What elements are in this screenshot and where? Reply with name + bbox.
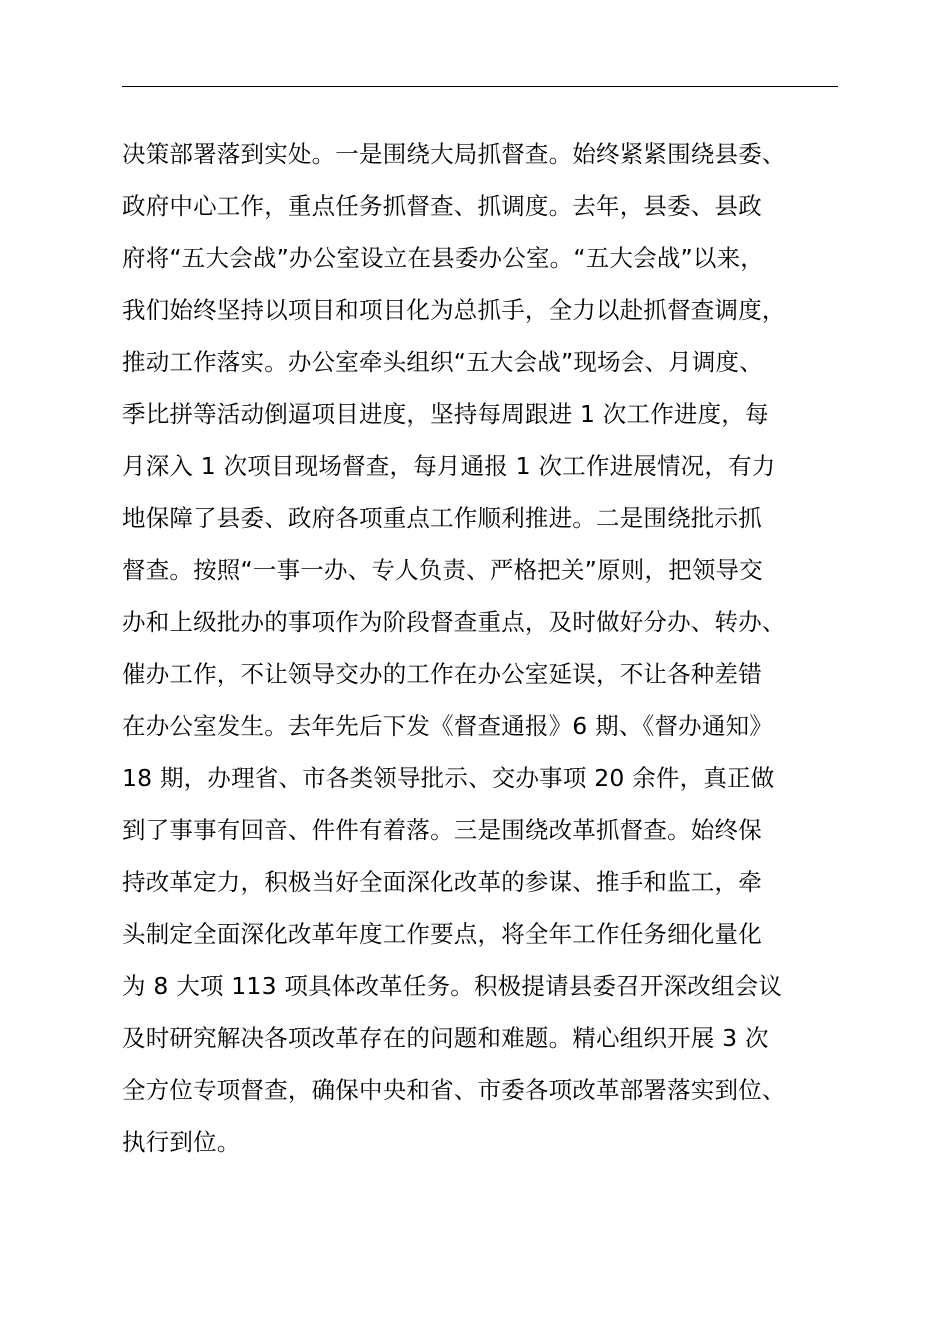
text-line: 办和上级批办的事项作为阶段督查重点，及时做好分办、转办、 [122, 608, 786, 636]
text-line: 推动工作落实。办公室牵头组织“五大会战”现场会、月调度、 [122, 348, 763, 376]
text-line: 执行到位。 [122, 1128, 241, 1156]
text-line: 在办公室发生。去年先后下发《督查通报》6 期、《督办通知》 [122, 712, 773, 740]
text-line: 及时研究解决各项改革存在的问题和难题。精心组织开展 3 次 [122, 1024, 769, 1052]
text-line: 季比拼等活动倒逼项目进度，坚持每周跟进 1 次工作进度，每 [122, 400, 769, 428]
text-line: 全方位专项督查，确保中央和省、市委各项改革部署落实到位、 [122, 1076, 786, 1104]
text-line: 政府中心工作，重点任务抓督查、抓调度。去年，县委、县政 [122, 192, 762, 220]
text-line: 到了事事有回音、件件有着落。三是围绕改革抓督查。始终保 [122, 816, 762, 844]
text-line: 决策部署落到实处。一是围绕大局抓督查。始终紧紧围绕县委、 [122, 140, 786, 168]
text-line: 府将“五大会战”办公室设立在县委办公室。“五大会战”以来， [122, 244, 764, 272]
text-line: 月深入 1 次项目现场督查，每月通报 1 次工作进展情况，有力 [122, 452, 776, 480]
text-line: 持改革定力，积极当好全面深化改革的参谋、推手和监工，牵 [122, 868, 762, 896]
text-line: 我们始终坚持以项目和项目化为总抓手，全力以赴抓督查调度， [122, 296, 786, 324]
header-rule [122, 86, 838, 87]
text-line: 18 期，办理省、市各类领导批示、交办事项 20 余件，真正做 [122, 764, 775, 792]
text-line: 地保障了县委、政府各项重点工作顺利推进。二是围绕批示抓 [122, 504, 762, 532]
text-line: 头制定全面深化改革年度工作要点，将全年工作任务细化量化 [122, 920, 762, 948]
text-line: 为 8 大项 113 项具体改革任务。积极提请县委召开深改组会议 [122, 972, 783, 1000]
text-line: 督查。按照“一事一办、专人负责、严格把关”原则，把领导交 [122, 556, 763, 584]
text-line: 催办工作，不让领导交办的工作在办公室延误，不让各种差错 [122, 660, 762, 688]
body-paragraph [122, 130, 862, 1170]
